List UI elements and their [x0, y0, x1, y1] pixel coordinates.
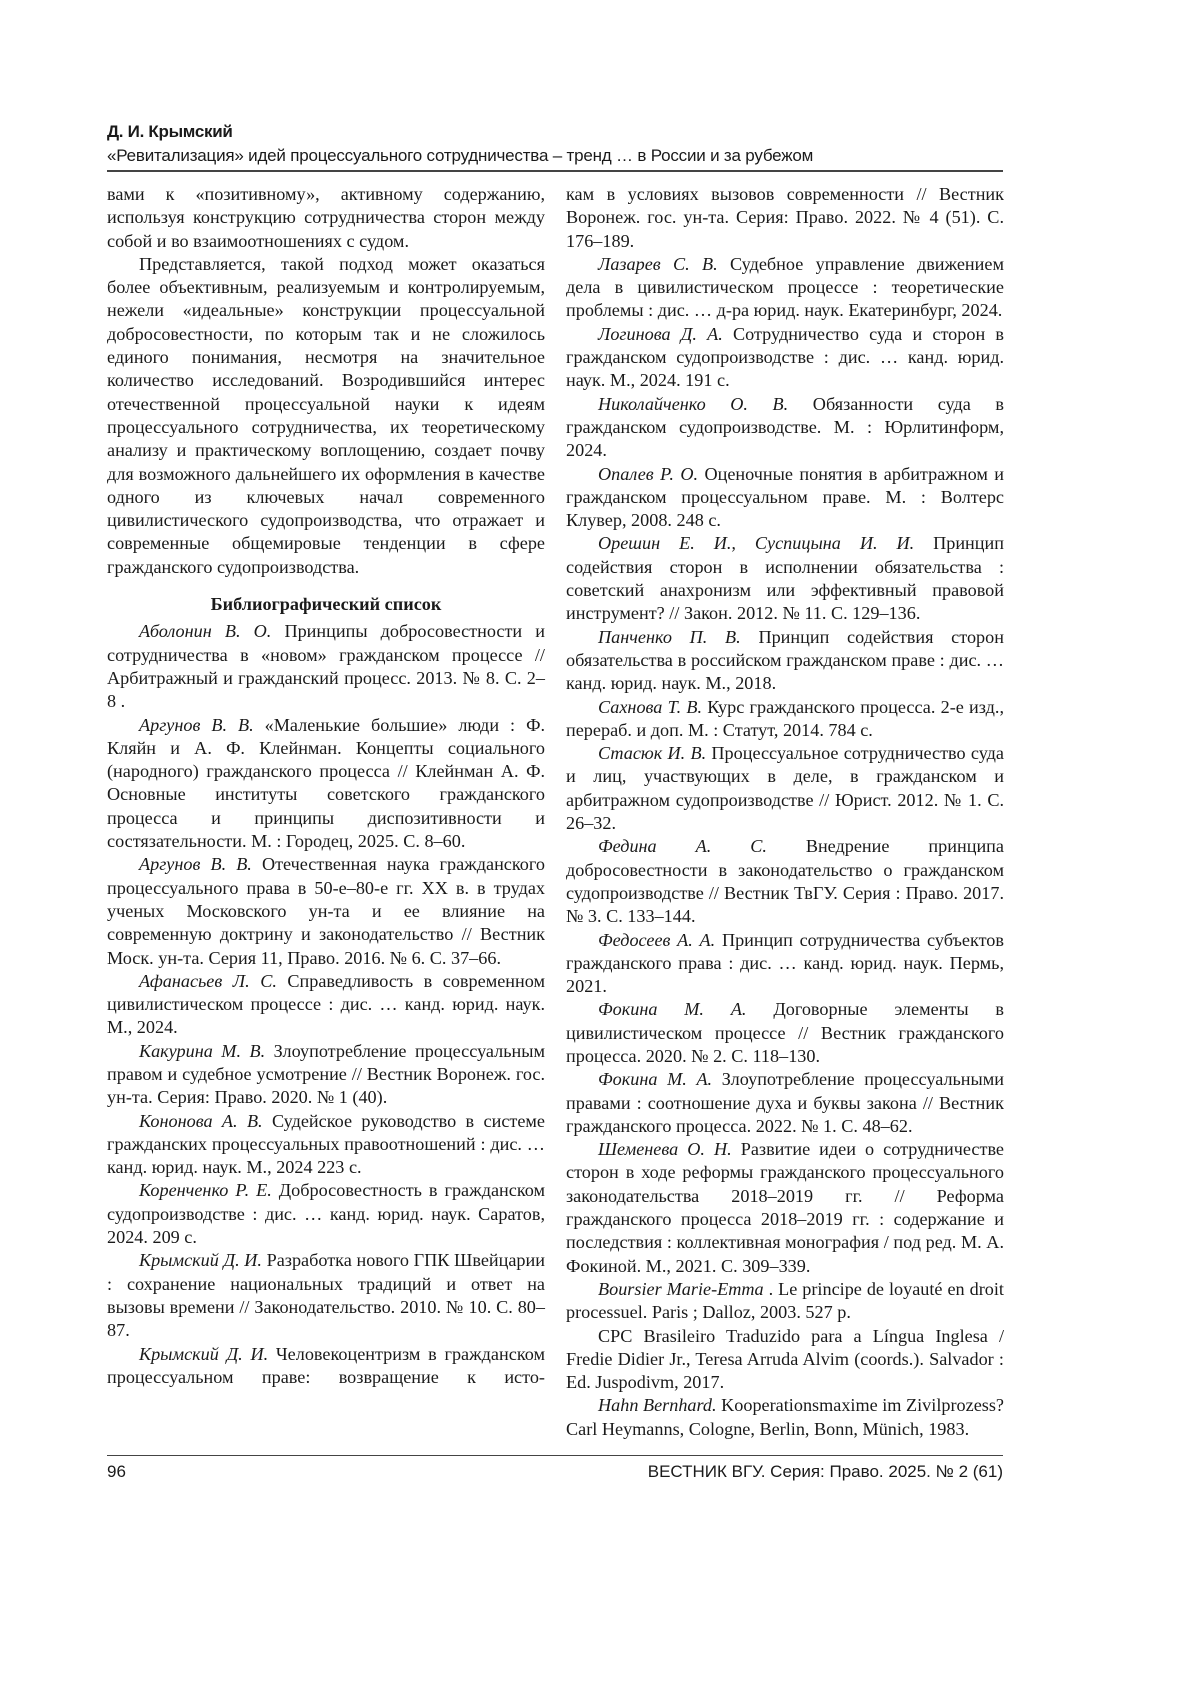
entry-text: . Le principe de loyauté en droit processuel. Paris ; Dalloz, 2003. 527 p. [566, 1279, 1004, 1322]
header-rule [107, 170, 1003, 172]
entry-author: Панченко П. В. [598, 627, 741, 647]
entry-author: Фокина М. А. [598, 1069, 712, 1089]
entry-text: CPC Brasileiro Traduzido para a Língua Inglesa / Fredie Didier Jr., Teresa Arruda Alvim (coords.). Salvador : Ed. Juspodivm, 2017. [566, 1326, 1004, 1393]
bibliography-entry [566, 323, 1004, 393]
entry-author: Опалев Р. О. [598, 464, 698, 484]
entry-text: «Маленькие большие» люди : Ф. Кляйн и А. Ф. Клейнман. Концепты социального (народного) гражданского процесса // Клейнман А. Ф. Основные институты советского гражданского процесса и принципы диспозитивности и состязательности. М. : Городец, 2025. С. 8–60. [107, 715, 545, 851]
entry-author: Фокина М. А. [598, 999, 746, 1019]
body-paragraph: Представляется, такой подход может оказаться более объективным, реализуемым и контролируемым, нежели «идеальные» конструкции процессуальной добросовестности, по которым так и не сложилось единого понимания, несмотря на значительное количество исследований. Возродившийся интерес отечественной процессуальной науки к идеям процессуального сотрудничества, их теоретическому анализу и практическому воплощению, создает почву для возможного дальнейшего их оформления в качестве одного из ключевых начал современного цивилистического судопроизводства, что отражает и современные общемировые тенденции в сфере гражданского судопроизводства. [107, 253, 545, 579]
running-header [107, 120, 1003, 168]
entry-author: Лазарев С. В. [598, 254, 718, 274]
entry-author: Кононова А. В. [139, 1111, 263, 1131]
bibliography-entry [566, 626, 1004, 696]
entry-author: Логинова Д. А. [598, 324, 723, 344]
bibliography-entry [107, 1249, 545, 1342]
entry-author: Коренченко Р. Е. [139, 1180, 272, 1200]
entry-text: Сотрудничество суда и сторон в гражданском судопроизводстве : дис. … канд. юрид. наук. М., 2024. 191 с. [566, 324, 1004, 391]
journal-name: ВЕСТНИК ВГУ. Серия: Право. 2025. № 2 (61) [648, 1462, 1003, 1482]
bibliography-entry [566, 1278, 1004, 1325]
entry-author: Федосеев А. А. [598, 930, 715, 950]
bibliography-entry [566, 742, 1004, 835]
entry-text: Судейское руководство в системе гражданских процессуальных правоотношений : дис. … канд. юрид. наук. М., 2024 223 с. [107, 1111, 545, 1178]
header-article-title: «Ревитализация» идей процессуального сотрудничества – тренд … в России и за рубежом [107, 144, 1003, 168]
header-author: Д. И. Крымский [107, 120, 1003, 144]
entry-text: Договорные элементы в цивилистическом процессе // Вестник гражданского процесса. 2020. № 2. С. 118–130. [566, 999, 1004, 1066]
entry-text: Внедрение принципа добросовестности в законодательство о гражданском судопроизводстве // Вестник ТвГУ. Серия : Право. 2017. № 3. С. 133–144. [566, 836, 1004, 926]
entry-author: Афанасьев Л. С. [139, 971, 277, 991]
entry-author: Boursier Marie-Emma [598, 1279, 764, 1299]
entry-text: Принцип содействия сторон в исполнении обязательства : советский анахронизм или эффективный правовой инструмент? // Закон. 2012. № 11. С. 129–136. [566, 533, 1004, 623]
bibliography-entry [566, 393, 1004, 463]
bibliography-entry [566, 835, 1004, 928]
entry-text: Человекоцентризм в гражданском процессуальном праве: возвращение к исто- [107, 1344, 545, 1387]
entry-author: Федина А. С. [598, 836, 767, 856]
bibliography-entry [566, 998, 1004, 1068]
bibliography-entry [566, 1068, 1004, 1138]
bibliography-entry [107, 620, 545, 713]
bibliography-entry [107, 1343, 545, 1390]
bibliography-entry [566, 696, 1004, 743]
entry-text: Злоупотребление процессуальными правами : соотношение духа и буквы закона // Вестник гражданского процесса. 2022. № 1. С. 48–62. [566, 1069, 1004, 1136]
entry-text: Добросовестность в гражданском судопроизводстве : дис. … канд. юрид. наук. Саратов, 2024. 209 с. [107, 1180, 545, 1247]
bibliography-entry [566, 1138, 1004, 1278]
entry-text: Kooperationsmaxime im Zivilprozess? Carl Heymanns, Cologne, Berlin, Bonn, Münich, 1983. [566, 1395, 1004, 1438]
footer-rule [107, 1455, 1003, 1456]
entry-author: Аргунов В. В. [139, 854, 252, 874]
entry-author: Аболонин В. О. [139, 621, 271, 641]
entry-text: Разработка нового ГПК Швейцарии : сохранение национальных традиций и ответ на вызовы времени // Законодательство. 2010. № 10. С. 80–87. [107, 1250, 545, 1340]
entry-text: Обязанности суда в гражданском судопроизводстве. М. : Юрлитинформ, 2024. [566, 394, 1004, 461]
bibliography-entry [107, 970, 545, 1040]
body-paragraph: вами к «позитивному», активному содержанию, используя конструкцию сотрудничества сторон между собой и во взаимоотношениях с судом. [107, 183, 545, 253]
entry-text: Справедливость в современном цивилистическом процессе : дис. … канд. юрид. наук. М., 2024. [107, 971, 545, 1038]
entry-author: Крымский Д. И. [139, 1250, 262, 1270]
entry-author: Николайченко О. В. [598, 394, 788, 414]
bibliography-entry [107, 1040, 545, 1110]
bibliography-entry [107, 714, 545, 854]
entry-author: Hahn Bernhard. [598, 1395, 717, 1415]
entry-text: Оценочные понятия в арбитражном и гражданском процессуальном праве. М. : Волтерс Клувер, 2008. 248 с. [566, 464, 1004, 531]
entry-author: Стасюк И. В. [598, 743, 706, 763]
bibliography-entry [566, 929, 1004, 999]
running-footer [107, 1462, 1003, 1482]
entry-text: Злоупотребление процессуальным правом и судебное усмотрение // Вестник Воронеж. гос. ун-та. Серия: Право. 2020. № 1 (40). [107, 1041, 545, 1108]
entry-text: Судебное управление движением дела в цивилистическом процессе : теоретические проблемы : дис. … д-ра юрид. наук. Екатеринбург, 2024. [566, 254, 1004, 321]
entry-author: Сахнова Т. В. [598, 697, 702, 717]
bibliography-entry [566, 463, 1004, 533]
entry-text: Процессуальное сотрудничество суда и лиц, участвующих в деле, в гражданском и арбитражном судопроизводстве // Юрист. 2012. № 1. С. 26–32. [566, 743, 1004, 833]
entry-text: Принципы добросовестности и сотрудничества в «новом» гражданском процессе // Арбитражный и гражданский процесс. 2013. № 8. С. 2–8 . [107, 621, 545, 711]
bibliography-entry-continuation: кам в условиях вызовов современности // Вестник Воронеж. гос. ун-та. Серия: Право. 2022. № 4 (51). С. 176–189. [566, 183, 1004, 253]
bibliography-entry [566, 1394, 1004, 1441]
page-number: 96 [107, 1462, 126, 1482]
entry-author: Орешин Е. И., Суспицына И. И. [598, 533, 914, 553]
bibliography-heading: Библиографический список [107, 593, 545, 616]
entry-text: Отечественная наука гражданского процессуального права в 50-е–80-е гг. XX в. в трудах ученых Московского ун-та и ее влияние на современную доктрину и законодательство // Вестник Моск. ун-та. Серия 11, Право. 2016. № 6. С. 37–66. [107, 854, 545, 967]
left-column [107, 183, 545, 1389]
entry-author: Крымский Д. И. [139, 1344, 268, 1364]
entry-author: Шеменева О. Н. [598, 1139, 732, 1159]
bibliography-entry [566, 253, 1004, 323]
entry-author: Какурина М. В. [139, 1041, 265, 1061]
entry-text: Принцип сотрудничества субъектов гражданского права : дис. … канд. юрид. наук. Пермь, 2021. [566, 930, 1004, 997]
entry-author: Аргунов В. В. [139, 715, 254, 735]
bibliography-entry [107, 1110, 545, 1180]
entry-text: Курс гражданского процесса. 2-е изд., перераб. и доп. М. : Статут, 2014. 784 с. [566, 697, 1004, 740]
right-column [566, 183, 1004, 1441]
bibliography-entry [107, 1179, 545, 1249]
bibliography-entry [566, 1325, 1004, 1395]
bibliography-entry [107, 853, 545, 969]
entry-text: Принцип содействия сторон обязательства в российском гражданском праве : дис. … канд. юрид. наук. М., 2018. [566, 627, 1004, 694]
bibliography-entry [566, 532, 1004, 625]
entry-text: Развитие идеи о сотрудничестве сторон в ходе реформы гражданского процессуального законодательства 2018–2019 гг. // Реформа гражданского процесса 2018–2019 гг. : содержание и последствия : коллективная монография / под ред. М. А. Фокиной. М., 2021. С. 309–339. [566, 1139, 1004, 1275]
